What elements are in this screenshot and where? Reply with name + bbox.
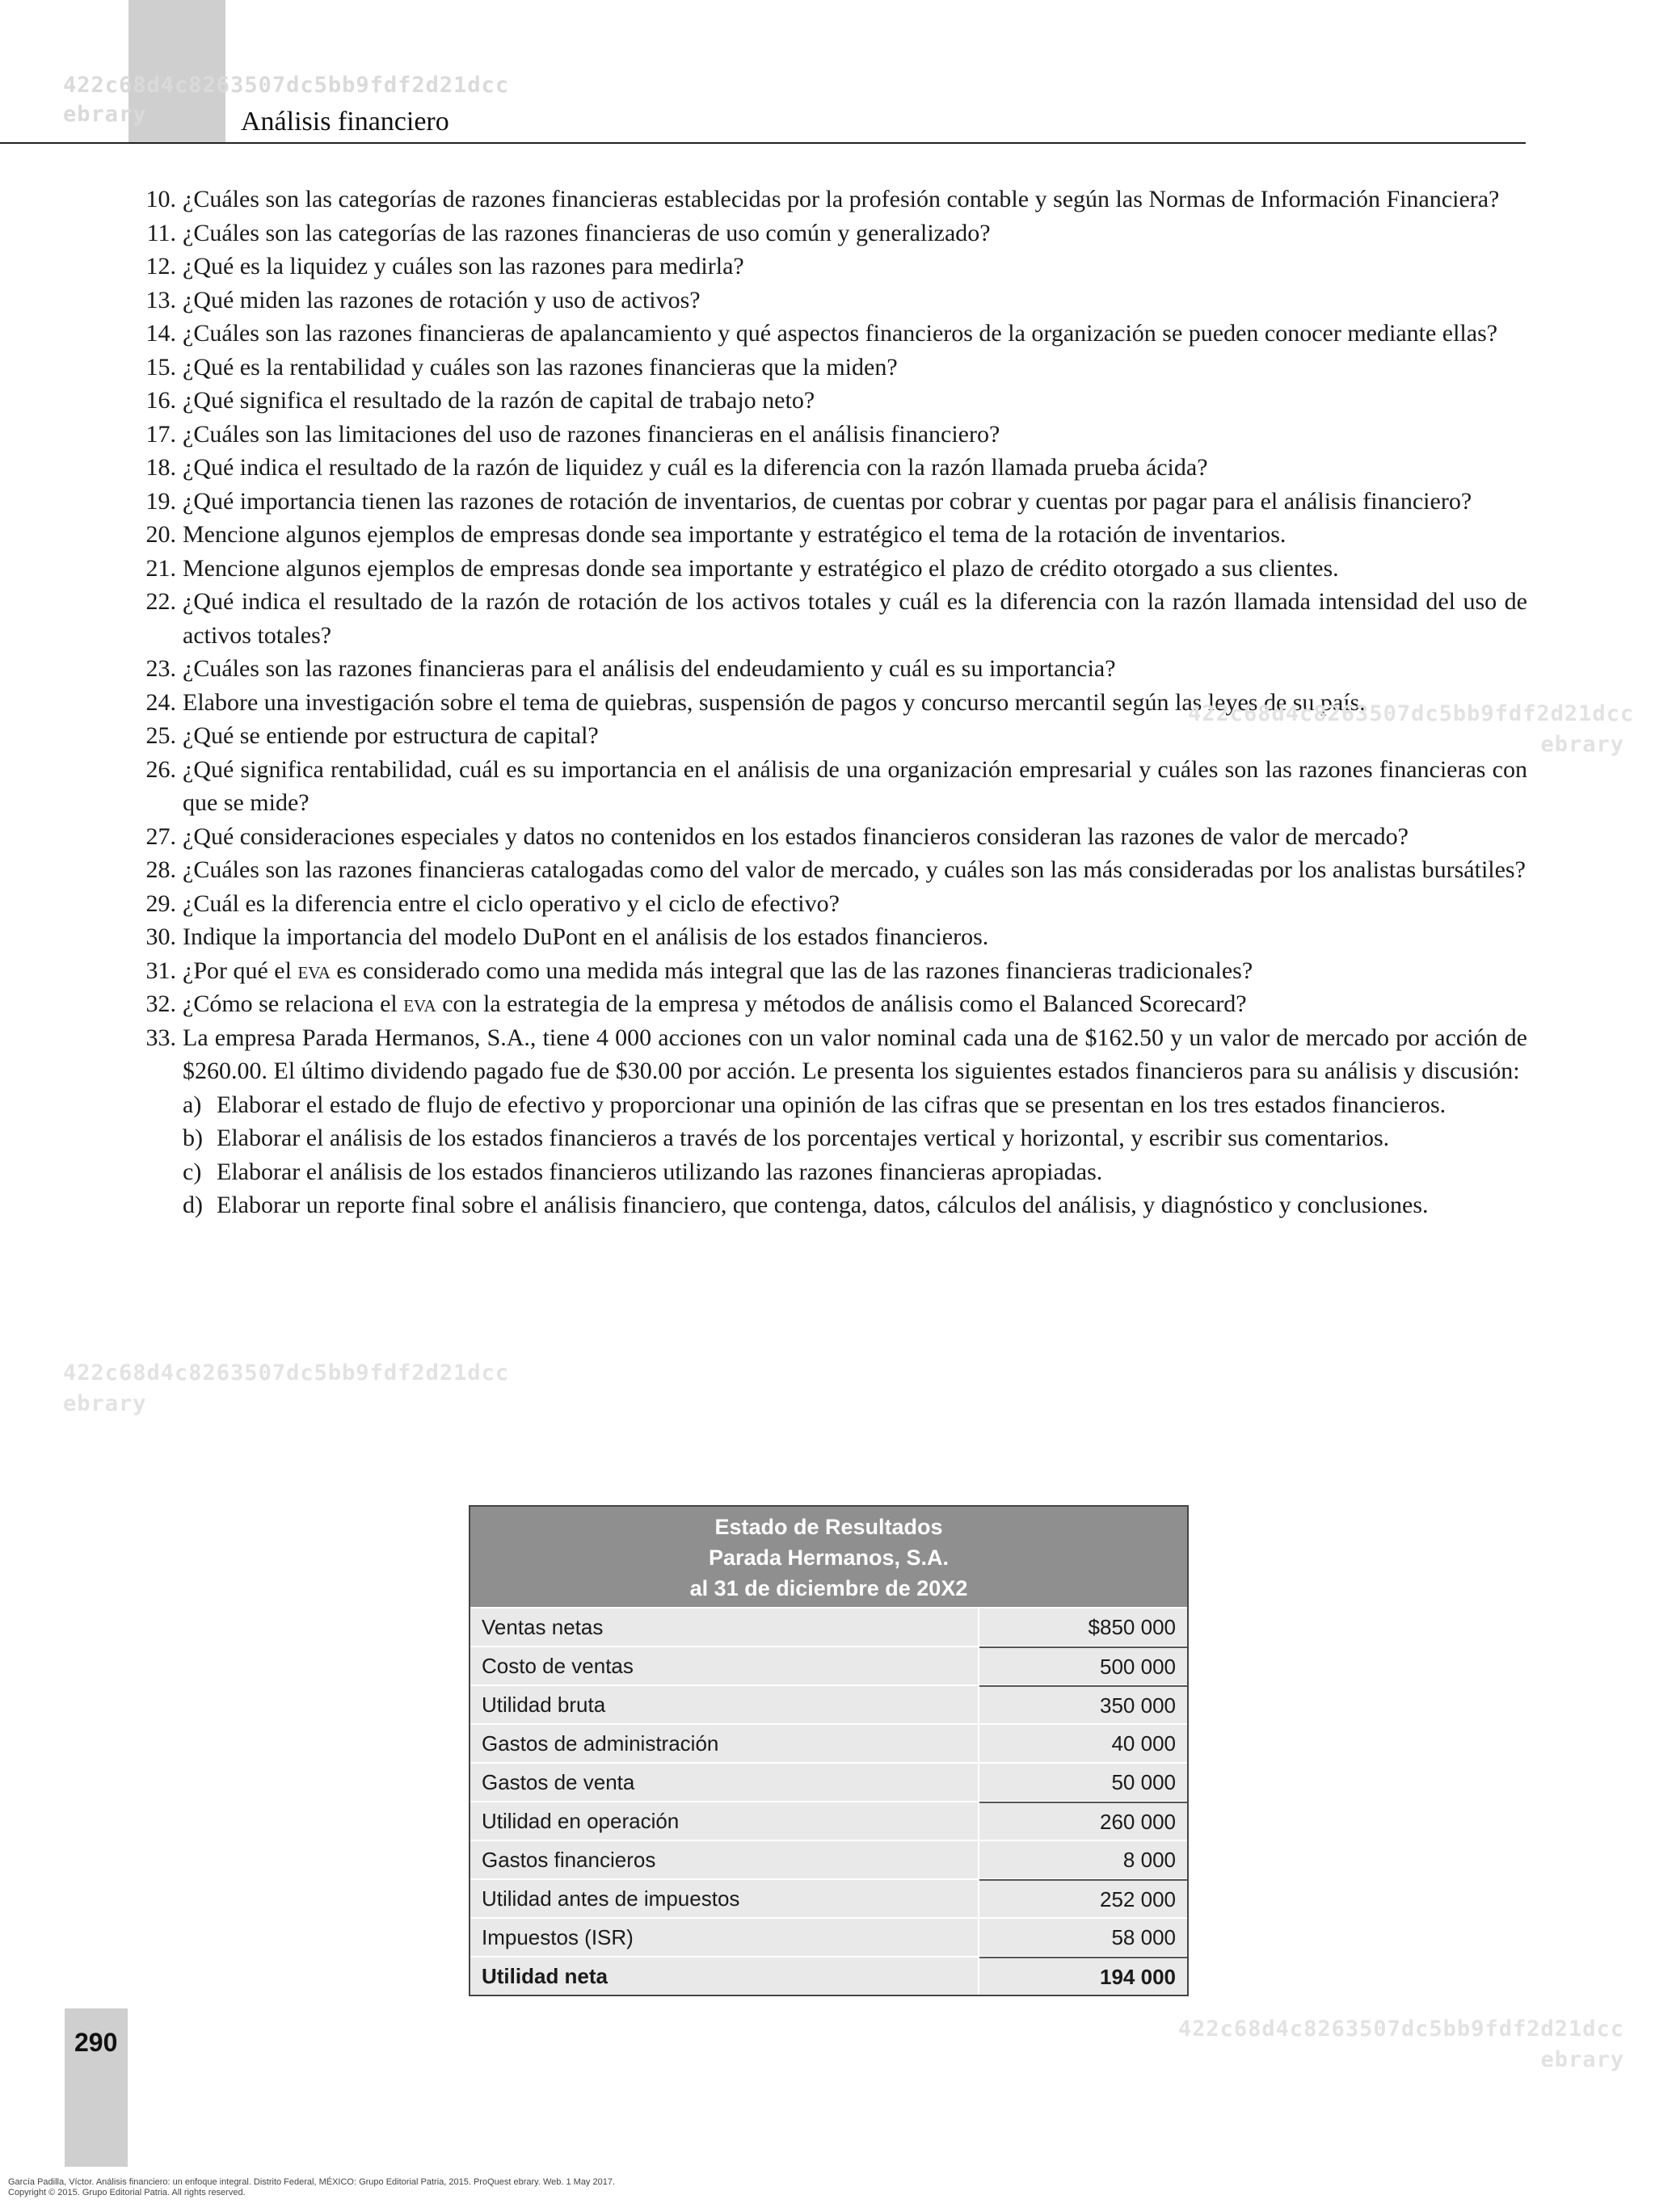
table-row: Gastos de venta 50 000: [470, 1762, 1187, 1801]
header-rule: [0, 142, 1526, 144]
question-item: 20. Mencione algunos ejemplos de empresas donde sea importante y estratégico el tema de la rotación de inventarios.: [145, 521, 1287, 548]
sub-item-b: b) Elaborar el análisis de los estados financieros a través de los porcentajes vertical y horizontal, y escribir sus comentarios.: [183, 1125, 1390, 1151]
question-item: 16. ¿Qué significa el resultado de la razón de capital de trabajo neto?: [145, 387, 815, 414]
table-row: Costo de ventas 500 000: [470, 1646, 1187, 1684]
question-item: 26. ¿Qué significa rentabilidad, cuál es su importancia en el análisis de una organización empresarial y cuáles son las razones financieras con que se mide?: [145, 755, 1527, 816]
question-item: 12. ¿Qué es la liquidez y cuáles son las razones para medirla?: [145, 253, 744, 280]
table-row: Utilidad en operación 260 000: [470, 1801, 1187, 1840]
question-item: 14. ¿Cuáles son las razones financieras de apalancamiento y qué aspectos financieros de la organización se pueden conocer mediante ellas?: [145, 320, 1498, 347]
question-item: 18. ¿Qué indica el resultado de la razón de liquidez y cuál es la diferencia con la razón llamada prueba ácida?: [145, 454, 1208, 481]
question-item: 19. ¿Qué importancia tienen las razones de rotación de inventarios, de cuentas por cobrar y cuentas por pagar para el análisis financiero?: [145, 487, 1472, 515]
question-item: 23. ¿Cuáles son las razones financieras para el análisis del endeudamiento y cuál es su importancia?: [145, 655, 1116, 682]
table-row: Impuestos (ISR) 58 000: [470, 1917, 1187, 1956]
sub-item-d: d) Elaborar un reporte final sobre el análisis financiero, que contenga, datos, cálculos del análisis, y diagnóstico y conclusiones.: [183, 1192, 1429, 1218]
question-item: 10. ¿Cuáles son las categorías de razones financieras establecidas por la profesión contable y según las Normas de Información Financiera?: [145, 186, 1500, 212]
table-row: Gastos financieros 8 000: [470, 1840, 1187, 1878]
question-item: 13. ¿Qué miden las razones de rotación y uso de activos?: [145, 286, 701, 313]
running-header-title: Análisis financiero: [241, 107, 449, 137]
table-row: Utilidad bruta 350 000: [470, 1684, 1187, 1723]
question-item: 15. ¿Qué es la rentabilidad y cuáles son las razones financieras que la miden?: [145, 353, 898, 381]
question-item: 11. ¿Cuáles son las categorías de las razones financieras de uso común y generalizado?: [146, 219, 991, 246]
sub-item-c: c) Elaborar el análisis de los estados financieros utilizando las razones financieras apropiadas.: [183, 1158, 1103, 1185]
question-item: 29. ¿Cuál es la diferencia entre el ciclo operativo y el ciclo de efectivo?: [145, 889, 840, 917]
question-item: 17. ¿Cuáles son las limitaciones del uso de razones financieras en el análisis financiero?: [145, 420, 1000, 448]
question-item-31: 31. ¿Por qué el eva es considerado como una medida más integral que las de las razones financieras tradicionales?: [145, 957, 1253, 984]
income-statement-table: [469, 1505, 1189, 1996]
table-row: Gastos de administración 40 000: [470, 1723, 1187, 1762]
watermark-hash: 422c68d4c8263507dc5bb9fdf2d21dcc: [1177, 2016, 1624, 2042]
question-item: 21. Mencione algunos ejemplos de empresas donde sea importante y estratégico el plazo de crédito otorgado a sus clientes.: [145, 554, 1339, 582]
watermark-brand: ebrary: [63, 102, 147, 127]
page-number: 290: [74, 2028, 118, 2057]
table-row: Ventas netas $850 000: [470, 1607, 1187, 1646]
watermark-brand: ebrary: [63, 1391, 147, 1416]
watermark-hash: 422c68d4c8263507dc5bb9fdf2d21dcc: [1188, 701, 1635, 726]
sub-item-a: a) Elaborar el estado de flujo de efectivo y proporcionar una opinión de las cifras que se presentan en los tres estados financieros.: [183, 1091, 1447, 1118]
question-item: 27. ¿Qué consideraciones especiales y datos no contenidos en los estados financieros consideran las razones de valor de mercado?: [145, 822, 1409, 850]
question-item-32: 32. ¿Cómo se relaciona el eva con la estrategia de la empresa y métodos de análisis como el Balanced Scorecard?: [145, 990, 1247, 1017]
watermark-brand: ebrary: [1540, 732, 1624, 757]
table-row-total: Utilidad neta 194 000: [470, 1956, 1187, 1995]
table-row: Utilidad antes de impuestos 252 000: [470, 1878, 1187, 1917]
question-item: 28. ¿Cuáles son las razones financieras catalogadas como del valor de mercado, y cuáles son las más consideradas por los analistas bursátiles?: [145, 856, 1526, 883]
question-item-33: 33. La empresa Parada Hermanos, S.A., tiene 4 000 acciones con un valor nominal cada una de $162.50 y un valor de mercado por acción de $260.00. El último dividendo pagado fue de $30.00 por acción. Le presenta los siguientes estados financieros para su análisis y discusión: a) Elaborar el estado de flujo de efectivo y proporcionar una opinión de las cifras que se presentan en los tres estados financieros. b) Elaborar el análisis de los estados financieros a través de los porcentajes vertical y horizontal, y escribir sus comentarios. c) Elaborar el análisis de los estados financieros utilizando las razones financieras apropiadas. d) Elaborar un reporte final sobre el análisis financiero, que contenga, datos, cálculos del análisis, y diagnóstico y conclusiones.: [121, 1021, 1527, 1222]
watermark-brand: ebrary: [1540, 2047, 1624, 2072]
question-item: 24. Elabore una investigación sobre el tema de quiebras, suspensión de pagos y concurso mercantil según las leyes de su país.: [145, 688, 1366, 716]
watermark-hash: 422c68d4c8263507dc5bb9fdf2d21dcc: [63, 1360, 510, 1386]
question-item: 22. ¿Qué indica el resultado de la razón de rotación de los activos totales y cuál es la diferencia con la razón llamada intensidad del uso de activos totales?: [145, 588, 1527, 649]
citation-footer: García Padilla, Víctor. Análisis financiero: un enfoque integral. Distrito Federal, MÉXICO: Grupo Editorial Patria, 2015. ProQuest ebrary. Web. 1 May 2017. Copyright © 2015. Grupo Editorial Patria. All rights reserved.: [8, 2177, 616, 2197]
question-item: 30. Indique la importancia del modelo DuPont en el análisis de los estados financieros.: [145, 923, 989, 950]
table-header: Estado de Resultados Parada Hermanos, S.A. al 31 de diciembre de 20X2: [470, 1507, 1187, 1607]
question-item: 25. ¿Qué se entiende por estructura de capital?: [145, 722, 599, 749]
watermark-hash: 422c68d4c8263507dc5bb9fdf2d21dcc: [63, 73, 510, 98]
